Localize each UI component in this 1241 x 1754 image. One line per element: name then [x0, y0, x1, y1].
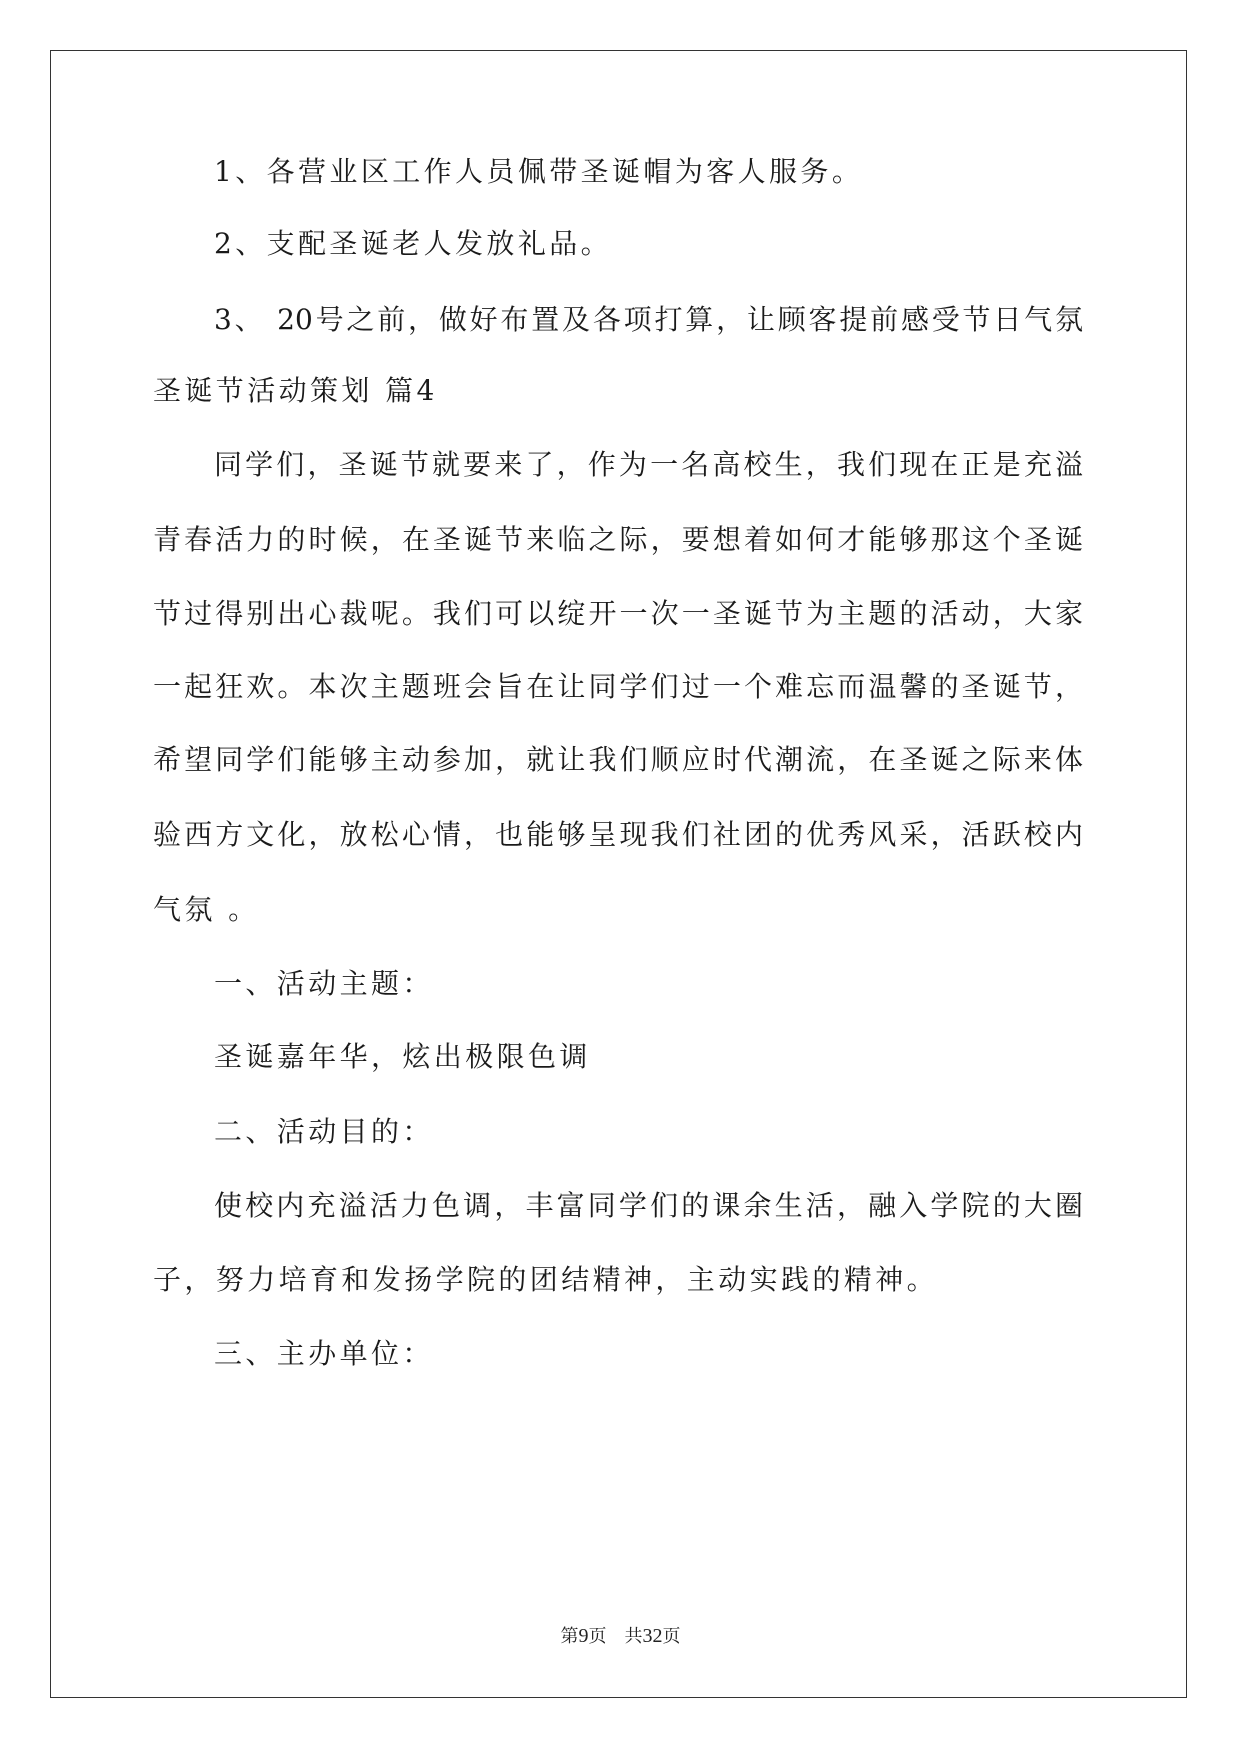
section-heading-organizer: 三、主办单位：: [214, 1337, 434, 1370]
section-heading-purpose: 二、活动目的：: [214, 1115, 434, 1148]
list-item-3: 3、 20号之前，做好布置及各项打算，让顾客提前感受节日气氛: [214, 303, 1083, 336]
footer-middle: 页 共: [588, 1626, 643, 1646]
section-heading-4: 圣诞节活动策划 篇4: [153, 374, 438, 407]
section-heading-theme: 一、活动主题：: [214, 967, 434, 1000]
paragraph-line: 希望同学们能够主动参加，就让我们顺应时代潮流，在圣诞之际来体: [153, 743, 1083, 776]
page-border: [50, 50, 1187, 1698]
paragraph-line: 同学们，圣诞节就要来了，作为一名高校生，我们现在正是充溢: [214, 448, 1083, 481]
paragraph-line: 气氛 。: [153, 893, 260, 926]
paragraph-line: 验西方文化，放松心情，也能够呈现我们社团的优秀风采，活跃校内: [153, 818, 1083, 851]
paragraph-line: 节过得别出心裁呢。我们可以绽开一次一圣诞节为主题的活动，大家: [153, 597, 1083, 630]
paragraph-line: 使校内充溢活力色调，丰富同学们的课余生活，融入学院的大圈: [214, 1189, 1083, 1222]
footer-page-number: 9: [578, 1625, 589, 1647]
list-item-2: 2、支配圣诞老人发放礼品。: [214, 227, 613, 260]
footer-suffix: 页: [662, 1626, 681, 1646]
paragraph-line: 子，努力培育和发扬学院的团结精神，主动实践的精神。: [153, 1263, 939, 1296]
list-item-1: 1、各营业区工作人员佩带圣诞帽为客人服务。: [214, 155, 864, 188]
footer-total-pages: 32: [642, 1625, 663, 1647]
page-footer: [0, 1624, 1241, 1648]
theme-text: 圣诞嘉年华，炫出极限色调: [214, 1040, 591, 1073]
paragraph-line: 一起狂欢。本次主题班会旨在让同学们过一个难忘而温馨的圣诞节，: [153, 670, 1083, 703]
footer-prefix: 第: [560, 1626, 579, 1646]
paragraph-line: 青春活力的时候，在圣诞节来临之际，要想着如何才能够那这个圣诞: [153, 523, 1083, 556]
